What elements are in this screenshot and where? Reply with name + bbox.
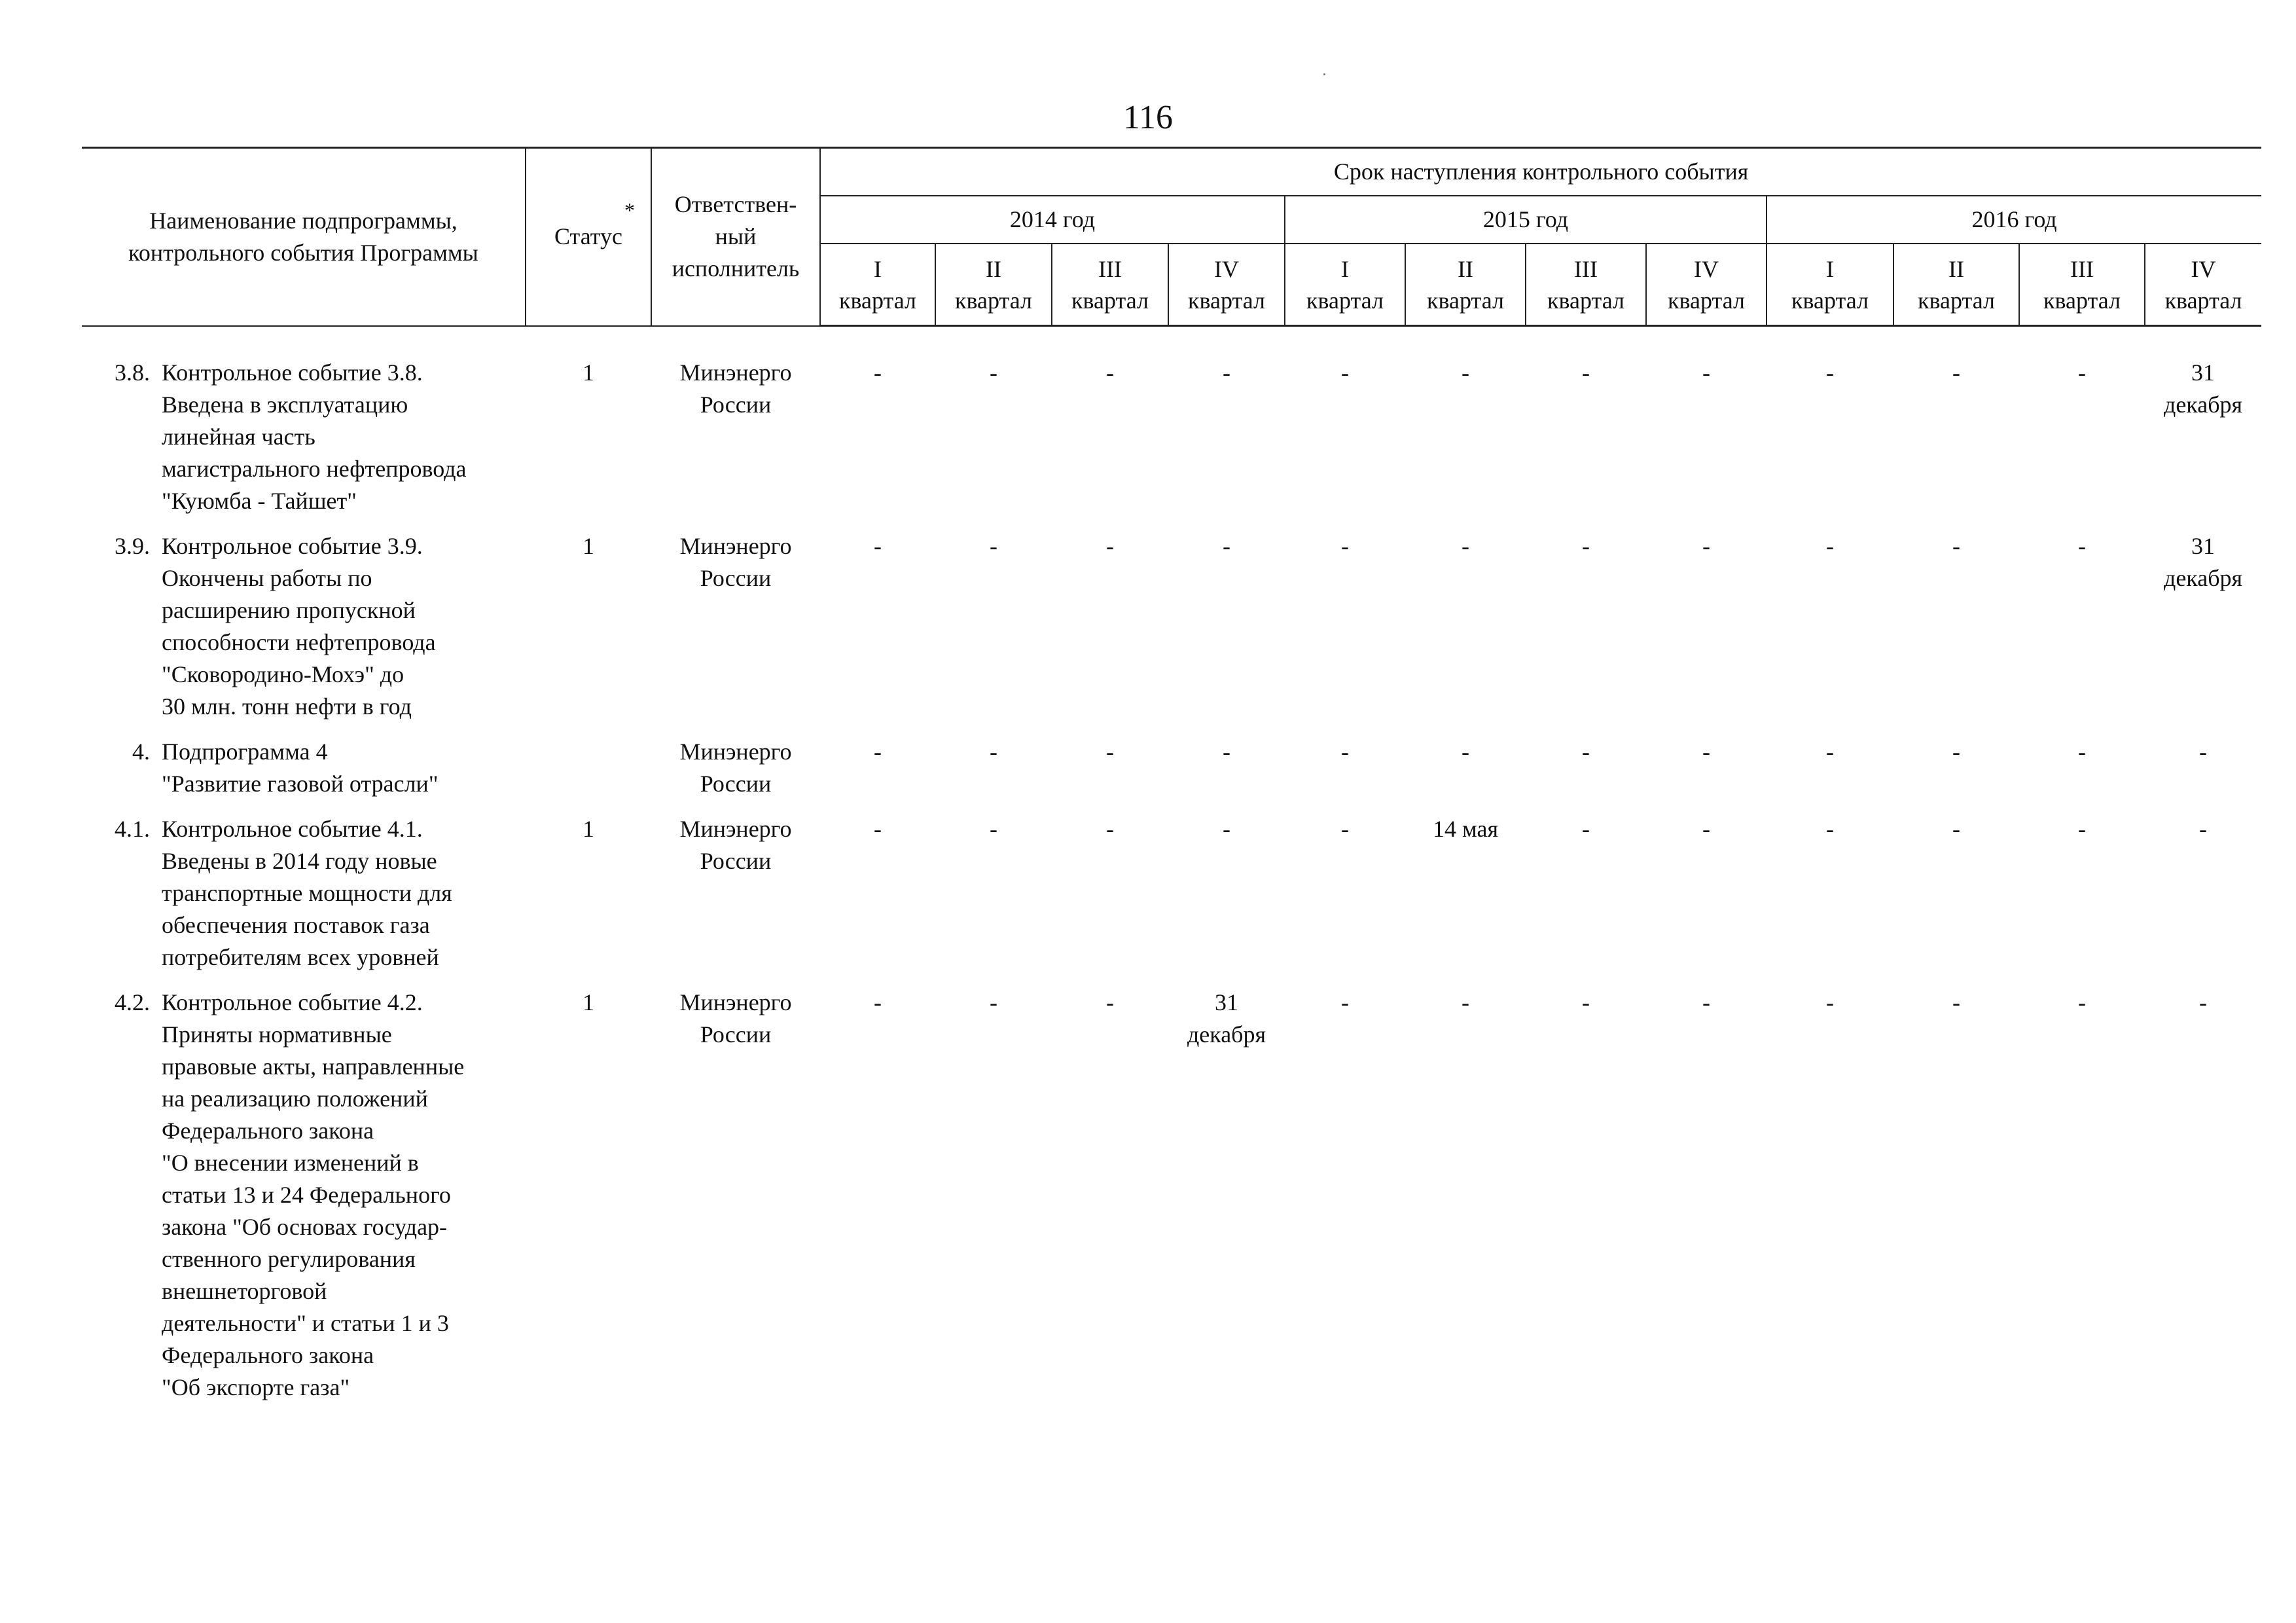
- header-quarter-word: квартал: [1071, 287, 1149, 314]
- header-quarter-word: квартал: [1306, 287, 1384, 314]
- row-quarter-value: -: [2078, 816, 2086, 842]
- row-quarter-value: -: [990, 739, 997, 765]
- row-quarter-cell: [2019, 987, 2145, 1417]
- row-title: [82, 813, 526, 987]
- row-quarter-cell: [935, 530, 1052, 736]
- scan-speck: [1323, 73, 1325, 75]
- table-header: [82, 148, 2261, 326]
- header-quarter-cell: [1767, 244, 1893, 326]
- row-title-line: потребителям всех уровней: [162, 944, 439, 970]
- row-quarter-cell: [1168, 530, 1285, 736]
- table-row: [82, 530, 2261, 736]
- page-number: 116: [1122, 99, 1174, 136]
- row-quarter-cell: [1052, 530, 1168, 736]
- header-quarter-word: квартал: [1791, 287, 1869, 314]
- row-title-line: закона "Об основах государ-: [162, 1214, 448, 1240]
- row-quarter-cell: [1168, 987, 1285, 1417]
- row-quarter-cell: [1052, 736, 1168, 813]
- header-quarter-cell: [1893, 244, 2019, 326]
- row-title-line: "Развитие газовой отрасли": [162, 771, 439, 797]
- header-quarter-word: квартал: [1547, 287, 1624, 314]
- row-quarter-value: -: [1106, 533, 1114, 559]
- row-title: [82, 530, 526, 736]
- row-quarter-value: -: [1582, 989, 1590, 1015]
- header-quarter-word: квартал: [1668, 287, 1745, 314]
- table-row: [82, 357, 2261, 530]
- header-quarter-cell: [2019, 244, 2145, 326]
- row-quarter-cell: [1285, 357, 1405, 530]
- row-title-line: Контрольное событие 3.8.: [162, 359, 423, 386]
- row-quarter-cell: [1646, 813, 1767, 987]
- row-quarter-value: -: [1952, 359, 1960, 386]
- row-quarter-cell: [935, 736, 1052, 813]
- row-quarter-cell: [2145, 530, 2261, 736]
- row-status: 1: [583, 816, 594, 842]
- row-quarter-cell: [1285, 987, 1405, 1417]
- row-title-line: обеспечения поставок газа: [162, 912, 430, 938]
- row-quarter-cell: [1526, 357, 1646, 530]
- header-responsible-line: ный: [715, 223, 757, 250]
- row-quarter-value: 31: [2191, 359, 2215, 386]
- row-quarter-cell: [1646, 987, 1767, 1417]
- row-quarter-value: -: [1341, 739, 1349, 765]
- row-title-line: 30 млн. тонн нефти в год: [162, 693, 412, 720]
- header-quarter-word: квартал: [2164, 287, 2242, 314]
- row-title-line: линейная часть: [162, 424, 315, 450]
- row-responsible-line: России: [700, 1021, 772, 1048]
- row-quarter-value: -: [1223, 739, 1230, 765]
- row-quarter-cell: [1052, 813, 1168, 987]
- row-quarter-cell: [820, 530, 935, 736]
- row-quarter-value: -: [2078, 989, 2086, 1015]
- row-status: [526, 736, 651, 813]
- row-quarter-value: -: [1702, 359, 1710, 386]
- row-title: [82, 357, 526, 530]
- row-quarter-cell: [2145, 357, 2261, 530]
- row-quarter-cell: [1767, 987, 1893, 1417]
- row-quarter-cell: [1405, 357, 1526, 530]
- row-quarter-value: -: [874, 816, 882, 842]
- row-quarter-cell: [1285, 813, 1405, 987]
- header-quarter-cell: [1646, 244, 1767, 326]
- header-responsible-column: [651, 148, 820, 326]
- row-quarter-value: -: [990, 533, 997, 559]
- row-title-line: "Об экспорте газа": [162, 1374, 350, 1400]
- row-quarter-cell: [1526, 530, 1646, 736]
- row-title-line: Введены в 2014 году новые: [162, 848, 437, 874]
- row-title-line: правовые акты, направленные: [162, 1053, 465, 1080]
- row-quarter-value: -: [1223, 533, 1230, 559]
- header-name-column: Наименование подпрограммы, контрольного события Программы: [82, 148, 526, 326]
- header-quarter-roman: III: [1574, 256, 1598, 283]
- row-quarter-value: -: [1826, 816, 1834, 842]
- row-quarter-value: -: [1702, 989, 1710, 1015]
- header-quarter-roman: I: [874, 256, 882, 283]
- header-status-column: [526, 148, 651, 326]
- row-quarter-value: -: [1223, 816, 1230, 842]
- header-quarter-cell: [2145, 244, 2261, 326]
- table-row: [82, 987, 2261, 1417]
- row-quarter-value: -: [2078, 533, 2086, 559]
- header-quarter-cell: [820, 244, 935, 326]
- row-quarter-cell: [1767, 736, 1893, 813]
- row-quarter-value: -: [990, 816, 997, 842]
- header-quarter-word: квартал: [955, 287, 1032, 314]
- row-quarter-cell: [1526, 987, 1646, 1417]
- row-title-line: Приняты нормативные: [162, 1021, 392, 1048]
- row-quarter-value: -: [1702, 739, 1710, 765]
- row-quarter-value: -: [1582, 359, 1590, 386]
- row-quarter-value: -: [874, 989, 882, 1015]
- row-title-line: деятельности" и статьи 1 и 3: [162, 1310, 449, 1336]
- row-quarter-cell: [1646, 530, 1767, 736]
- row-quarter-value: -: [1826, 533, 1834, 559]
- header-quarter-word: квартал: [1188, 287, 1265, 314]
- row-quarter-value: -: [874, 533, 882, 559]
- row-title-line: статьи 13 и 24 Федерального: [162, 1182, 451, 1208]
- row-quarter-value: -: [1341, 533, 1349, 559]
- header-quarter-cell: [935, 244, 1052, 326]
- row-title: [82, 987, 526, 1417]
- row-responsible-line: Минэнерго: [679, 739, 792, 765]
- row-quarter-value: -: [1582, 739, 1590, 765]
- row-quarter-value: -: [990, 359, 997, 386]
- header-quarter-word: квартал: [2043, 287, 2121, 314]
- row-quarter-value: -: [990, 989, 997, 1015]
- row-number: 4.: [132, 739, 150, 765]
- header-status-footnote-mark: *: [624, 198, 635, 222]
- row-quarter-value: -: [874, 359, 882, 386]
- header-quarter-cell: [1285, 244, 1405, 326]
- row-quarter-cell: [820, 813, 935, 987]
- row-responsible-line: России: [700, 848, 772, 874]
- row-title-text: [162, 530, 522, 723]
- row-title-line: на реализацию положений: [162, 1085, 428, 1112]
- row-quarter-cell: [1168, 813, 1285, 987]
- row-quarter-value: -: [1462, 533, 1469, 559]
- row-quarter-cell: [2019, 736, 2145, 813]
- row-quarter-value: -: [1462, 739, 1469, 765]
- row-quarter-value: 31: [1215, 989, 1238, 1015]
- row-quarter-value: -: [1341, 359, 1349, 386]
- header-quarter-cell: [1168, 244, 1285, 326]
- row-number: 3.8.: [115, 359, 150, 386]
- row-responsible-line: России: [700, 392, 772, 418]
- header-quarter-roman: IV: [1694, 256, 1719, 283]
- row-quarter-value: -: [1582, 533, 1590, 559]
- row-title-line: Контрольное событие 3.9.: [162, 533, 423, 559]
- row-quarter-value: -: [1106, 816, 1114, 842]
- row-quarter-cell: [1893, 357, 2019, 530]
- row-quarter-cell: [820, 357, 935, 530]
- row-quarter-value: -: [2199, 739, 2208, 765]
- header-year-2016: 2016 год: [1767, 196, 2261, 244]
- header-quarter-cell: [1052, 244, 1168, 326]
- row-quarter-value: -: [1952, 989, 1960, 1015]
- header-quarter-word: квартал: [1918, 287, 1995, 314]
- row-title-line: "Куюмба - Тайшет": [162, 488, 357, 514]
- row-quarter-cell: [935, 813, 1052, 987]
- header-quarter-roman: I: [1341, 256, 1349, 283]
- row-quarter-value: -: [1702, 533, 1710, 559]
- row-quarter-cell: [1646, 736, 1767, 813]
- row-quarter-value: -: [1826, 989, 1834, 1015]
- row-quarter-value: -: [1106, 359, 1114, 386]
- row-responsible-line: Минэнерго: [679, 816, 792, 842]
- row-title-wrap: [84, 736, 522, 800]
- row-title-wrap: [84, 357, 522, 517]
- row-quarter-value: -: [2078, 739, 2086, 765]
- row-quarter-cell: [1893, 987, 2019, 1417]
- table-body: [82, 326, 2261, 1417]
- row-quarter-cell: [1893, 530, 2019, 736]
- row-number: 4.1.: [115, 816, 150, 842]
- row-title-line: магистрального нефтепровода: [162, 456, 467, 482]
- row-quarter-cell: [1526, 813, 1646, 987]
- row-title-line: Контрольное событие 4.2.: [162, 989, 423, 1015]
- header-responsible-line: Ответствен-: [674, 191, 797, 218]
- row-quarter-cell: [2019, 357, 2145, 530]
- row-responsible-line: Минэнерго: [679, 359, 792, 386]
- row-quarter-cell: [2019, 530, 2145, 736]
- row-title-line: "О внесении изменений в: [162, 1150, 419, 1176]
- row-title-line: способности нефтепровода: [162, 629, 436, 655]
- row-title-wrap: [84, 813, 522, 974]
- table-row: [82, 736, 2261, 813]
- header-quarter-word: квартал: [1427, 287, 1504, 314]
- row-title-line: внешнеторговой: [162, 1278, 327, 1304]
- row-title-wrap: [84, 530, 522, 723]
- row-quarter-cell: [1052, 987, 1168, 1417]
- row-quarter-value: -: [1462, 989, 1469, 1015]
- row-title-line: Федерального закона: [162, 1342, 374, 1368]
- row-title-line: "Сковородино-Мохэ" до: [162, 661, 404, 687]
- row-quarter-cell: [1052, 357, 1168, 530]
- row-quarter-value: 14 мая: [1432, 816, 1499, 842]
- row-title-text: [162, 987, 522, 1404]
- row-quarter-cell: [1893, 736, 2019, 813]
- header-quarter-roman: II: [1948, 256, 1964, 283]
- header-quarter-roman: IV: [2191, 256, 2216, 283]
- row-number: 3.9.: [115, 533, 150, 559]
- row-number: 4.2.: [115, 989, 150, 1015]
- row-title-line: Подпрограмма 4: [162, 739, 328, 765]
- row-quarter-cell: [1893, 813, 2019, 987]
- row-status: 1: [583, 359, 594, 386]
- row-quarter-cell: [1767, 530, 1893, 736]
- header-quarter-cell: [1526, 244, 1646, 326]
- row-responsible-line: Минэнерго: [679, 533, 792, 559]
- row-title-line: Окончены работы по: [162, 565, 372, 591]
- row-title-line: транспортные мощности для: [162, 880, 452, 906]
- row-responsible: [651, 530, 820, 736]
- row-responsible: [651, 736, 820, 813]
- header-quarter-roman: II: [1458, 256, 1473, 283]
- row-responsible: [651, 987, 820, 1417]
- row-quarter-value: декабря: [2164, 565, 2243, 591]
- row-quarter-value: -: [1826, 359, 1834, 386]
- row-quarter-value: -: [1106, 739, 1114, 765]
- table-row: [82, 813, 2261, 987]
- row-quarter-value: -: [1223, 359, 1230, 386]
- row-responsible-line: Минэнерго: [679, 989, 792, 1015]
- row-quarter-cell: [1767, 357, 1893, 530]
- row-quarter-value: -: [2078, 359, 2086, 386]
- header-year-2015: 2015 год: [1285, 196, 1767, 244]
- row-quarter-cell: [1168, 357, 1285, 530]
- row-quarter-cell: [935, 357, 1052, 530]
- header-quarter-roman: IV: [1214, 256, 1239, 283]
- row-quarter-cell: [1405, 736, 1526, 813]
- row-quarter-cell: [2145, 736, 2261, 813]
- row-quarter-cell: [935, 987, 1052, 1417]
- row-quarter-cell: [1285, 530, 1405, 736]
- row-title-line: ственного регулирования: [162, 1246, 416, 1272]
- header-quarter-roman: III: [2070, 256, 2094, 283]
- row-title-text: [162, 736, 522, 800]
- row-quarter-value: -: [1341, 989, 1349, 1015]
- row-quarter-value: -: [1952, 816, 1960, 842]
- row-quarter-value: -: [1702, 816, 1710, 842]
- row-quarter-value: -: [1952, 533, 1960, 559]
- header-quarter-roman: III: [1098, 256, 1122, 283]
- row-quarter-cell: [2145, 987, 2261, 1417]
- row-title-line: расширению пропускной: [162, 597, 416, 623]
- row-responsible: [651, 357, 820, 530]
- row-quarter-cell: [1405, 987, 1526, 1417]
- row-quarter-cell: [820, 736, 935, 813]
- header-quarter-word: квартал: [839, 287, 916, 314]
- header-quarter-roman: II: [986, 256, 1001, 283]
- row-quarter-value: -: [1462, 359, 1469, 386]
- row-quarter-cell: [1405, 813, 1526, 987]
- row-responsible-line: России: [700, 771, 772, 797]
- row-title-line: Федерального закона: [162, 1118, 374, 1144]
- header-year-2014: 2014 год: [820, 196, 1285, 244]
- row-title-wrap: [84, 987, 522, 1404]
- header-responsible-line: исполнитель: [672, 255, 800, 282]
- row-title-text: [162, 813, 522, 974]
- row-quarter-cell: [2145, 813, 2261, 987]
- row-quarter-cell: [1405, 530, 1526, 736]
- control-events-table: [82, 147, 2261, 1417]
- row-quarter-value: -: [874, 739, 882, 765]
- row-title-text: [162, 357, 522, 517]
- row-quarter-value: -: [1582, 816, 1590, 842]
- row-responsible-line: России: [700, 565, 772, 591]
- row-title-line: Контрольное событие 4.1.: [162, 816, 423, 842]
- row-title: [82, 736, 526, 813]
- header-status-label: Статус: [554, 223, 622, 250]
- header-quarter-cell: [1405, 244, 1526, 326]
- row-quarter-value: -: [2199, 816, 2208, 842]
- row-quarter-value: декабря: [2164, 392, 2243, 418]
- row-quarter-value: -: [1952, 739, 1960, 765]
- row-quarter-cell: [1168, 736, 1285, 813]
- row-quarter-cell: [2019, 813, 2145, 987]
- header-deadline-group: Срок наступления контрольного события: [820, 148, 2261, 196]
- row-status: 1: [583, 989, 594, 1015]
- row-quarter-cell: [1646, 357, 1767, 530]
- row-quarter-cell: [1285, 736, 1405, 813]
- row-quarter-value: -: [1341, 816, 1349, 842]
- row-quarter-value: -: [2199, 989, 2208, 1015]
- row-quarter-value: декабря: [1187, 1021, 1266, 1048]
- row-quarter-cell: [1526, 736, 1646, 813]
- row-quarter-cell: [820, 987, 935, 1417]
- row-quarter-cell: [1767, 813, 1893, 987]
- row-status: 1: [583, 533, 594, 559]
- row-title-line: Введена в эксплуатацию: [162, 392, 408, 418]
- header-quarter-roman: I: [1826, 256, 1834, 283]
- row-responsible: [651, 813, 820, 987]
- row-quarter-value: -: [1826, 739, 1834, 765]
- row-quarter-value: 31: [2191, 533, 2215, 559]
- row-quarter-value: -: [1106, 989, 1114, 1015]
